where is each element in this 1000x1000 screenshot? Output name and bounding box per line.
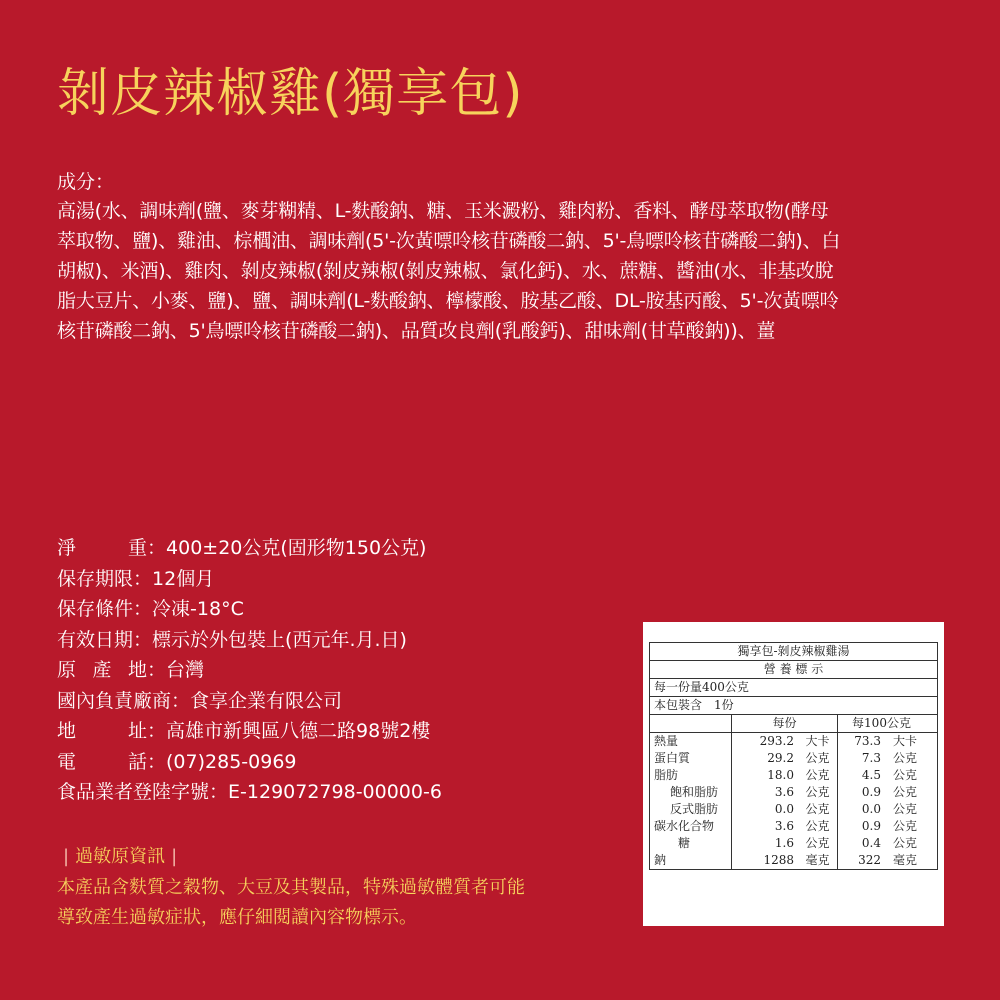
header-per-serving: 每份 (732, 715, 838, 732)
per-100g-unit: 公克 (892, 802, 917, 816)
nutrient-name: 反式脂肪 (650, 801, 732, 818)
allergen-line: 本產品含麩質之穀物、大豆及其製品，特殊過敏體質者可能 (57, 877, 525, 898)
info-row (57, 777, 442, 808)
nutrient-name: 熱量 (650, 733, 732, 750)
allergen-text (57, 873, 525, 933)
info-row (57, 564, 442, 595)
info-separator: ： (147, 537, 167, 559)
per-serving-value: 3.6 (774, 785, 794, 799)
nutrition-row (650, 750, 937, 767)
nutrition-label (643, 622, 944, 926)
allergen-line: 導致產生過敏症狀，應仔細閱讀內容物標示。 (57, 907, 417, 928)
per-100g-value: 0.0 (861, 802, 881, 816)
info-separator: ： (147, 750, 167, 773)
nutrition-rows (650, 733, 937, 869)
ingredients-text (57, 196, 949, 346)
nutrition-row (650, 767, 937, 784)
per-serving-unit: 公克 (798, 784, 838, 801)
nutrient-name: 碳水化合物 (650, 818, 732, 835)
nutrition-row (650, 801, 937, 818)
info-key-char: 產 (92, 659, 112, 681)
info-row (57, 655, 442, 686)
serving-size: 每一份量400公克 (650, 679, 937, 697)
per-serving-unit: 大卡 (798, 733, 838, 750)
per-100g-unit: 公克 (892, 751, 917, 765)
per-serving-unit: 公克 (798, 835, 838, 852)
nutrition-row (650, 784, 937, 801)
info-key (57, 655, 147, 686)
per-serving-value: 18.0 (767, 768, 794, 782)
per-serving-unit: 公克 (798, 767, 838, 784)
allergen-bar-right: | (171, 846, 178, 867)
per-100g-unit: 公克 (892, 819, 917, 833)
ingredients-label: 成分： (57, 171, 115, 193)
info-key (57, 716, 147, 747)
page-title: 剝皮辣椒雞(獨享包) (57, 64, 524, 124)
info-row (57, 686, 442, 717)
nutrition-row (650, 835, 937, 852)
allergen-title: 過敏原資訊 (75, 846, 166, 867)
info-key: 有效日期 (57, 628, 134, 651)
per-serving-unit: 公克 (798, 818, 838, 835)
info-separator: ： (133, 598, 153, 620)
per-100g-value: 4.5 (861, 768, 881, 782)
per-100g-value: 0.9 (861, 819, 881, 833)
ingredients-line: 胡椒)、米酒)、雞肉、剝皮辣椒(剝皮辣椒(剝皮辣椒、氯化鈣)、水、蔗糖、醬油(水、非基改脫 (57, 260, 834, 282)
info-key-char: 地 (127, 659, 147, 681)
info-key-char: 址 (127, 720, 147, 742)
info-value: 高雄市新興區八德二路98號2樓 (166, 720, 431, 742)
nutrition-row (650, 852, 937, 869)
per-100g-value: 0.4 (861, 836, 881, 850)
per-serving-value: 3.6 (774, 819, 794, 833)
per-serving-unit: 公克 (798, 750, 838, 767)
info-separator: ： (147, 659, 167, 681)
header-per-100g: 每100公克 (852, 716, 911, 730)
info-key-char: 淨 (57, 537, 77, 559)
info-row (57, 625, 442, 656)
info-separator: ： (133, 628, 153, 651)
per-serving-unit: 毫克 (798, 852, 838, 869)
per-serving-value: 0.0 (774, 802, 794, 816)
info-key (57, 747, 147, 778)
info-value: 食享企業有限公司 (190, 689, 343, 712)
info-value: 12個月 (152, 567, 215, 590)
info-value: 台灣 (166, 659, 205, 681)
per-serving-value: 1288 (763, 853, 794, 867)
per-serving-unit: 公克 (798, 801, 838, 818)
info-value: 冷凍-18°C (152, 598, 244, 620)
per-100g-unit: 大卡 (892, 734, 917, 748)
info-value: 標示於外包裝上(西元年.月.日) (152, 628, 407, 651)
per-100g-value: 7.3 (861, 751, 881, 765)
per-100g-unit: 毫克 (892, 853, 917, 867)
info-key: 保存條件 (57, 598, 134, 620)
ingredients-line: 萃取物、鹽)、雞油、棕櫚油、調味劑(5'-次黃嘌呤核苷磷酸二鈉、5'-鳥嘌呤核苷磷酸二鈉)、白 (57, 230, 841, 252)
info-separator: ： (133, 567, 153, 590)
info-row (57, 747, 442, 778)
allergen-bar-left: | (63, 846, 70, 867)
nutrition-table (649, 642, 938, 870)
info-key-char: 話 (127, 750, 147, 773)
nutrition-subtitle: 營 養 標 示 (650, 661, 937, 679)
ingredients-line: 高湯(水、調味劑(鹽、麥芽糊精、L-麩酸鈉、糖、玉米澱粉、雞肉粉、香料、酵母萃取物(酵母 (57, 200, 829, 222)
per-100g-value: 322 (858, 853, 881, 867)
ingredients-line: 核苷磷酸二鈉、5'鳥嘌呤核苷磷酸二鈉)、品質改良劑(乳酸鈣)、甜味劑(甘草酸鈉))、薑 (57, 320, 776, 342)
header-blank (650, 715, 732, 732)
per-serving-value: 293.2 (759, 734, 794, 748)
per-100g-value: 73.3 (854, 734, 881, 748)
info-separator: ： (209, 781, 229, 803)
info-row (57, 533, 442, 564)
nutrient-name: 蛋白質 (650, 750, 732, 767)
info-key-char: 電 (57, 750, 77, 773)
nutrition-header (650, 715, 937, 733)
per-100g-unit: 公克 (892, 836, 917, 850)
info-key: 國內負責廠商 (57, 689, 172, 712)
per-100g-value: 0.9 (861, 785, 881, 799)
info-key: 食品業者登陸字號 (57, 781, 210, 803)
nutrition-row (650, 818, 937, 835)
info-value: 400±20公克(固形物150公克) (166, 537, 427, 559)
info-row (57, 594, 442, 625)
nutrient-name: 糖 (650, 835, 732, 852)
info-key: 保存期限 (57, 567, 134, 590)
nutrient-name: 飽和脂肪 (650, 784, 732, 801)
info-separator: ： (171, 689, 191, 712)
info-key (57, 533, 147, 564)
per-100g-unit: 公克 (892, 785, 917, 799)
nutrient-name: 鈉 (650, 852, 732, 869)
nutrition-title: 獨享包-剝皮辣椒雞湯 (650, 643, 937, 661)
info-value: (07)285-0969 (166, 750, 297, 773)
info-row (57, 716, 442, 747)
servings-count: 本包裝含 1份 (650, 697, 937, 715)
info-value: E-129072798-00000-6 (228, 781, 442, 803)
per-100g-unit: 公克 (892, 768, 917, 782)
info-separator: ： (147, 720, 167, 742)
info-key-char: 地 (57, 720, 77, 742)
per-serving-value: 29.2 (767, 751, 794, 765)
nutrient-name: 脂肪 (650, 767, 732, 784)
product-info (57, 533, 442, 808)
per-serving-value: 1.6 (774, 836, 794, 850)
info-key-char: 原 (57, 659, 77, 681)
ingredients-line: 脂大豆片、小麥、鹽)、鹽、調味劑(L-麩酸鈉、檸檬酸、胺基乙酸、DL-胺基丙酸、5'-次黃嘌呤 (57, 290, 839, 312)
nutrition-row (650, 733, 937, 750)
allergen-heading (57, 843, 183, 871)
info-key-char: 重 (127, 537, 147, 559)
